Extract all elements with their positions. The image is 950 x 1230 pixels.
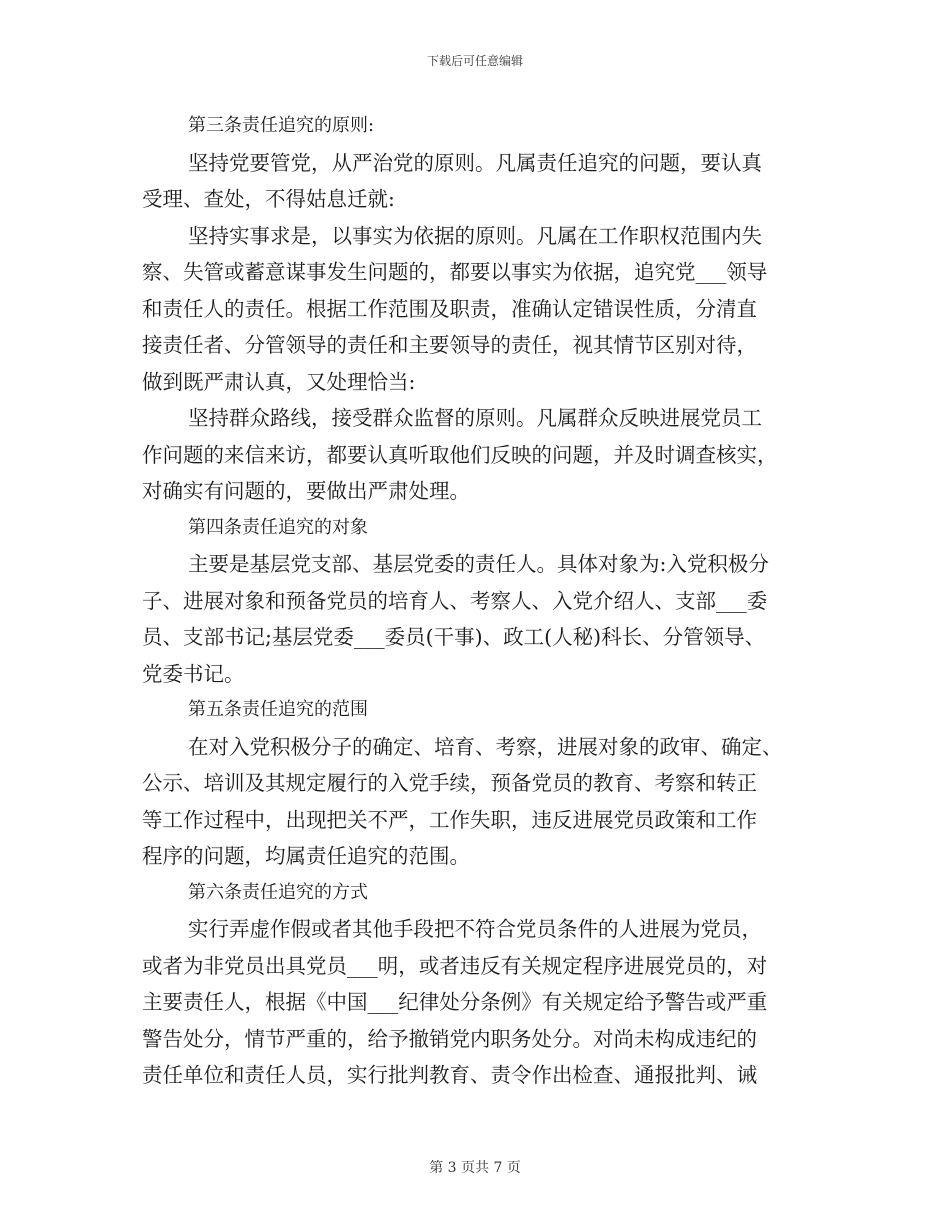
section-heading: 第五条责任追究的范围 xyxy=(188,699,368,720)
paragraph-line: 坚持群众路线，接受群众监督的原则。凡属群众反映进展党员工 xyxy=(188,406,762,430)
paragraph-line: 责任单位和责任人员，实行批判教育、责令作出检查、通报批判、诫 xyxy=(142,1063,757,1087)
section-heading: 第四条责任追究的对象 xyxy=(188,516,368,538)
paragraph-line: 在对入党积极分子的确定、培育、考察，进展对象的政审、确定、 xyxy=(188,734,783,759)
paragraph-line: 接责任者、分管领导的责任和主要领导的责任，视其情节区别对待， xyxy=(142,333,757,357)
paragraph-line: 和责任人的责任。根据工作范围及职责，准确认定错误性质，分清直 xyxy=(142,296,757,321)
paragraph-line: 做到既严肃认真，又处理恰当: xyxy=(142,369,416,394)
document-body xyxy=(142,108,808,1094)
paragraph-line: 员、支部书记;基层党委___委员(干事)、政工(人秘)科长、分管领导、 xyxy=(142,625,766,649)
paragraph-line: 察、失管或蓄意谋事发生问题的，都要以事实为依据，追究党___领导 xyxy=(142,260,768,284)
paragraph-line: 党委书记。 xyxy=(142,661,245,686)
paragraph-line: 警告处分，情节严重的，给予撤销党内职务处分。对尚未构成违纪的 xyxy=(142,1026,757,1051)
paragraph-line: 主要是基层党支部、基层党委的责任人。具体对象为:入党积极分 xyxy=(188,552,769,576)
paragraph-line: 主要责任人，根据《中国___纪律处分条例》有关规定给予警告或严重 xyxy=(142,990,768,1014)
paragraph-line: 实行弄虚作假或者其他手段把不符合党员条件的人进展为党员， xyxy=(188,917,762,941)
paragraph-line: 对确实有问题的，要做出严肃处理。 xyxy=(142,479,470,503)
paragraph-line: 受理、查处，不得姑息迁就: xyxy=(142,187,395,211)
paragraph-line: 程序的问题，均属责任追究的范围。 xyxy=(142,844,470,868)
page-footer: 第 3 页共 7 页 xyxy=(429,1160,521,1176)
section-heading: 第三条责任追究的原则: xyxy=(188,115,375,136)
paragraph-line: 子、进展对象和预备党员的培育人、考察人、入党介绍人、支部___委 xyxy=(142,588,768,613)
paragraph-line: 等工作过程中，出现把关不严，工作失职，违反进展党员政策和工作 xyxy=(142,807,757,832)
paragraph-line: 公示、培训及其规定履行的入党手续，预备党员的教育、考察和转正 xyxy=(142,771,757,795)
paragraph-line: 或者为非党员出具党员___明，或者违反有关规定程序进展党员的，对 xyxy=(142,953,768,978)
paragraph-line: 作问题的来信来访，都要认真听取他们反映的问题，并及时调查核实， xyxy=(142,442,778,467)
paragraph-line: 坚持党要管党，从严治党的原则。凡属责任追究的问题，要认真 xyxy=(188,150,762,175)
paragraph-line: 坚持实事求是，以事实为依据的原则。凡属在工作职权范围内失 xyxy=(188,223,762,248)
page-header: 下载后可任意编辑 xyxy=(426,54,523,68)
section-heading: 第六条责任追究的方式 xyxy=(188,881,368,903)
